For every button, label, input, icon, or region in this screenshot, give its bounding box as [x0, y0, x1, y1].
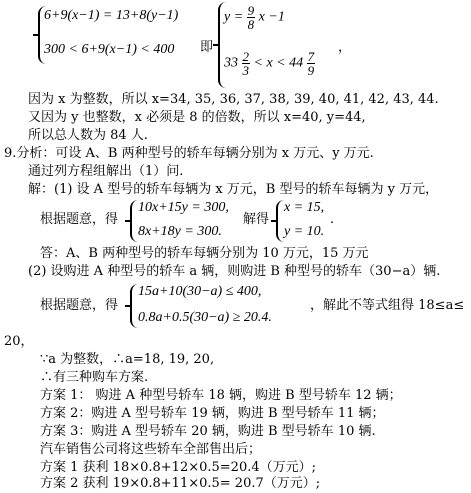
equation: y = 10. [284, 224, 325, 239]
eq-part: y = [224, 9, 244, 25]
text-line: 解得 [243, 212, 270, 227]
text-line: 9.分析：可设 A、B 两种型号的轿车每辆分别为 x 万元、y 万元. [4, 146, 374, 161]
connector-text: 即 [200, 40, 214, 55]
text-line: 根据题意，得 [40, 212, 119, 227]
equation: 0.8a+0.5(30−a) ≥ 20.4. [138, 310, 272, 325]
fraction [242, 50, 251, 77]
numerator: 2 [242, 49, 249, 64]
text-line: 通过列方程组解出（1）问. [28, 164, 184, 179]
equation: 8x+18y = 300. [138, 224, 222, 239]
denominator: 9 [307, 63, 315, 78]
text-line: 方案 1 获利 18×0.8+12×0.5=20.4（万元）; [40, 460, 316, 475]
text-line: 20， [4, 334, 34, 349]
numerator: 7 [307, 49, 315, 64]
equation: x = 15, [284, 200, 325, 215]
text-line: 方案 1： 购进 A 种型号轿车 18 辆，购进 B 型号轿车 12 辆； [40, 388, 402, 403]
equation [224, 4, 285, 31]
equation: 300 < 6+9(x−1) < 400 [44, 42, 175, 57]
eq-part: x −1 [258, 9, 285, 25]
denominator: 8 [247, 17, 255, 32]
denominator: 3 [242, 63, 249, 78]
eq-part: < x < 44 [253, 55, 304, 71]
text-line: ∴有三种购车方案. [40, 370, 149, 385]
text-line: 又因为 y 也整数，x 必须是 8 的倍数，所以 x=40, y=44, [28, 110, 366, 125]
punctuation: . [330, 212, 335, 227]
fraction [307, 50, 316, 77]
equation: 6+9(x−1) = 13+8(y−1) [44, 8, 179, 23]
eq-part: 33 [224, 55, 238, 71]
punctuation: ， [338, 40, 352, 55]
text-line: 解：(1) 设 A 型号的轿车每辆为 x 万元，B 型号的轿车每辆为 y 万元， [28, 182, 439, 197]
text-line: 所以总人数为 84 人. [28, 128, 148, 143]
equation: 10x+15y = 300, [138, 200, 229, 215]
text-line: ∵a 为整数，∴a=18, 19, 20, [40, 352, 215, 367]
equation [224, 50, 315, 77]
text-line: 方案 3：购进 A 型号轿车 20 辆，购进 B 型号轿车 10 辆. [40, 424, 376, 439]
fraction [247, 4, 256, 31]
text-line: ，解此不等式组得 18≤a≤ [310, 298, 465, 313]
text-line: 方案 2 获利 19×0.8+11×0.5= 20.7（万元）; [40, 476, 321, 491]
text-line: 根据题意，得 [40, 298, 119, 313]
text-line: 方案 2：购进 A 型号轿车 19 辆，购进 B 型号轿车 11 辆； [40, 406, 385, 421]
numerator: 9 [247, 3, 255, 18]
text-line: 因为 x 为整数，所以 x=34, 35, 36, 37, 38, 39, 40, 41, 42, 43, 44. [28, 92, 439, 107]
text-line: (2) 设购进 A 种型号的轿车 a 辆，则购进 B 种型号的轿车（30−a）辆. [28, 264, 441, 279]
text-line: 答：A、B 两种型号的轿车每辆分别为 10 万元，15 万元 [40, 246, 369, 261]
equation: 15a+10(30−a) ≤ 400, [138, 284, 262, 299]
text-line: 汽车销售公司将这些轿车全部售出后； [40, 442, 262, 457]
